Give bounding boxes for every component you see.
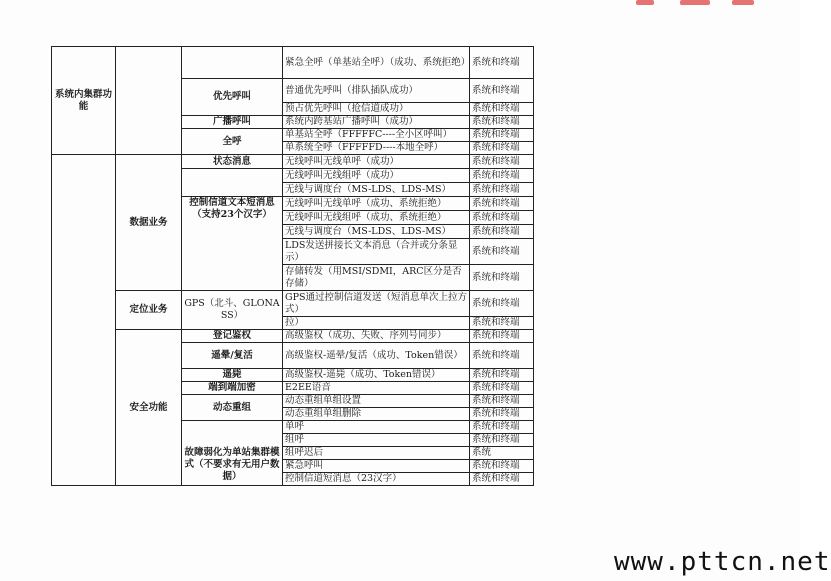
feature-cell: 遥毙 xyxy=(182,369,283,382)
req-cell: 系统和终端 xyxy=(470,369,534,382)
desc-cell: 存储转发（用MSI/SDMI，ARC区分是否存储） xyxy=(283,265,470,291)
empty-category-cell xyxy=(116,47,182,155)
desc-cell: 控制信道短消息（23汉字） xyxy=(283,473,470,486)
req-cell: 系统和终端 xyxy=(470,434,534,447)
desc-cell: 单基站全呼（FFFFFC----全小区呼叫） xyxy=(283,129,470,142)
req-cell: 系统 xyxy=(470,447,534,460)
desc-cell: 高级鉴权（成功、失败、序列号同步） xyxy=(283,330,470,343)
desc-cell: 无线呼叫无线组呼（成功、系统拒绝） xyxy=(283,211,470,225)
feature-cell xyxy=(182,47,283,79)
desc-cell: 拉） xyxy=(283,317,470,330)
feature-cell: 优先呼叫 xyxy=(182,79,283,116)
watermark-text: www.pttcn.net xyxy=(614,547,831,577)
desc-cell: 高级鉴权-遥毙（成功、Token错误） xyxy=(283,369,470,382)
function-spec-table xyxy=(51,46,534,486)
feature-cell: 广播呼叫 xyxy=(182,116,283,129)
desc-cell: 无线呼叫无线组呼（成功） xyxy=(283,169,470,183)
req-cell: 系统和终端 xyxy=(470,142,534,155)
feature-cell: 故障弱化为单站集群模式（不要求有无用户数据） xyxy=(182,421,283,486)
category-data: 数据业务 xyxy=(116,155,182,291)
req-cell: 系统和终端 xyxy=(470,460,534,473)
req-cell: 系统和终端 xyxy=(470,183,534,197)
feature-cell: 控制信道文本短消息（支持23个汉字） xyxy=(182,197,283,291)
feature-cell: 全呼 xyxy=(182,129,283,155)
req-cell: 系统和终端 xyxy=(470,473,534,486)
category-location: 定位业务 xyxy=(116,291,182,330)
req-cell: 系统和终端 xyxy=(470,79,534,103)
desc-cell: 高级鉴权-遥晕/复活（成功、Token错误） xyxy=(283,343,470,369)
feature-cell: 端到端加密 xyxy=(182,382,283,395)
req-cell: 系统和终端 xyxy=(470,225,534,239)
desc-cell: 无线呼叫无线单呼（成功） xyxy=(283,155,470,169)
desc-cell: LDS发送拼接长文本消息（合并或分条显示） xyxy=(283,239,470,265)
desc-cell: 组呼 xyxy=(283,434,470,447)
req-cell: 系统和终端 xyxy=(470,330,534,343)
desc-cell: 紧急呼叫 xyxy=(283,460,470,473)
req-cell: 系统和终端 xyxy=(470,211,534,225)
desc-cell: 无线呼叫无线单呼（成功、系统拒绝） xyxy=(283,197,470,211)
desc-cell: 普通优先呼叫（排队插队成功） xyxy=(283,79,470,103)
desc-cell: 紧急全呼（单基站全呼）（成功、系统拒绝） xyxy=(283,47,470,79)
req-cell: 系统和终端 xyxy=(470,129,534,142)
req-cell: 系统和终端 xyxy=(470,343,534,369)
feature-cell: 遥晕/复活 xyxy=(182,343,283,369)
req-cell: 系统和终端 xyxy=(470,395,534,408)
req-cell: 系统和终端 xyxy=(470,155,534,169)
req-cell: 系统和终端 xyxy=(470,116,534,129)
desc-cell: 组呼迟后 xyxy=(283,447,470,460)
req-cell: 系统和终端 xyxy=(470,169,534,183)
empty-feature-cell xyxy=(182,169,283,197)
desc-cell: 系统内跨基站广播呼叫（成功） xyxy=(283,116,470,129)
desc-cell: E2EE语音 xyxy=(283,382,470,395)
desc-cell: 单呼 xyxy=(283,421,470,434)
feature-cell: 动态重组 xyxy=(182,395,283,421)
req-cell: 系统和终端 xyxy=(470,47,534,79)
req-cell: 系统和终端 xyxy=(470,317,534,330)
empty-section-cell xyxy=(52,155,116,486)
req-cell: 系统和终端 xyxy=(470,408,534,421)
desc-cell: 动态重组单组设置 xyxy=(283,395,470,408)
feature-cell: GPS（北斗、GLONASS） xyxy=(182,291,283,330)
desc-cell: 无线与调度台（MS-LDS、LDS-MS） xyxy=(283,183,470,197)
section-label: 系统内集群功能 xyxy=(52,47,116,155)
desc-cell: 动态重组单组删除 xyxy=(283,408,470,421)
red-stamp-mark xyxy=(636,0,766,8)
desc-cell: 无线与调度台（MS-LDS、LDS-MS） xyxy=(283,225,470,239)
req-cell: 系统和终端 xyxy=(470,103,534,116)
req-cell: 系统和终端 xyxy=(470,421,534,434)
feature-cell: 登记鉴权 xyxy=(182,330,283,343)
req-cell: 系统和终端 xyxy=(470,382,534,395)
req-cell: 系统和终端 xyxy=(470,291,534,317)
desc-cell: 单系统全呼（FFFFFD----本地全呼） xyxy=(283,142,470,155)
req-cell: 系统和终端 xyxy=(470,239,534,265)
req-cell: 系统和终端 xyxy=(470,265,534,291)
desc-cell: GPS通过控制信道发送（短消息单次上拉方式） xyxy=(283,291,470,317)
desc-cell: 预占优先呼叫（抢信道成功） xyxy=(283,103,470,116)
feature-cell: 状态消息 xyxy=(182,155,283,169)
category-security: 安全功能 xyxy=(116,330,182,486)
req-cell: 系统和终端 xyxy=(470,197,534,211)
